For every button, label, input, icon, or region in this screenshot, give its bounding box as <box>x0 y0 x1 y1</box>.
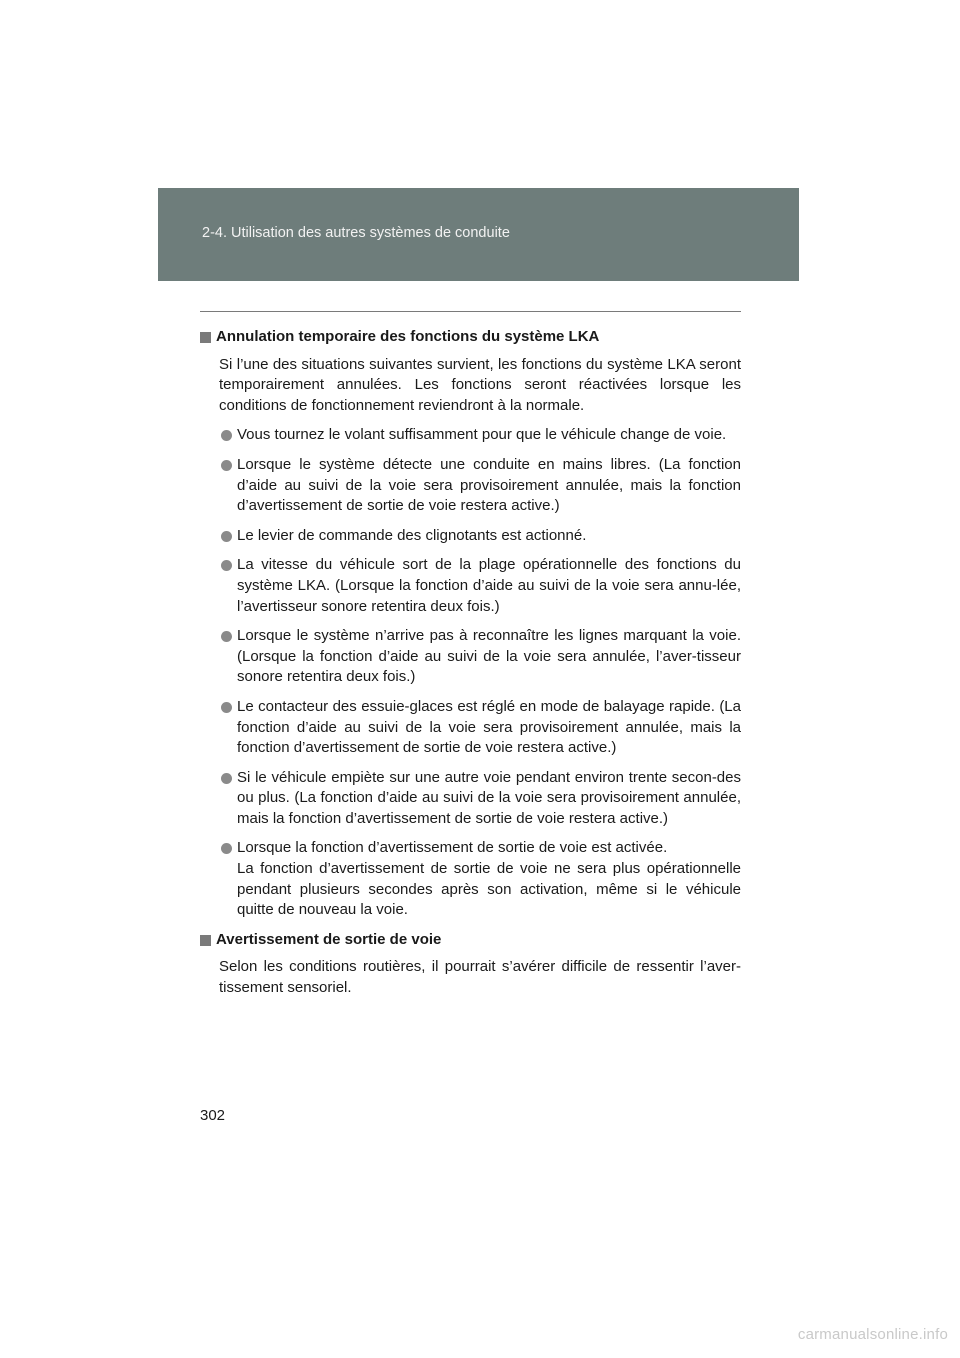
list-item-line: La fonction d’avertissement de sortie de voie ne sera plus opérationnelle pendant plusieurs secondes après son activation, même si le véhicule quitte de nouveau la voie. <box>237 860 741 919</box>
list-item <box>219 526 741 547</box>
page-number: 302 <box>200 1107 226 1124</box>
header-band <box>158 188 799 281</box>
list-item <box>219 838 741 920</box>
page-content <box>200 327 741 1008</box>
list-item <box>219 768 741 830</box>
circle-bullet-icon <box>221 702 232 713</box>
circle-bullet-icon <box>221 430 232 441</box>
circle-bullet-icon <box>221 531 232 542</box>
watermark: carmanualsonline.info <box>797 1326 948 1343</box>
square-bullet-icon <box>200 935 211 946</box>
divider-rule <box>200 311 741 312</box>
list-item <box>219 455 741 517</box>
list-item-text: Lorsque le système n’arrive pas à reconnaître les lignes marquant la voie. (Lorsque la fonction d’aide au suivi de la voie sera annulée, l’aver-tisseur sonore retentira deux fois.) <box>237 627 741 686</box>
list-item <box>219 425 741 446</box>
section-heading <box>200 930 741 951</box>
circle-bullet-icon <box>221 631 232 642</box>
circle-bullet-icon <box>221 773 232 784</box>
list-item-text: Le contacteur des essuie-glaces est réglé en mode de balayage rapide. (La fonction d’aide au suivi de la voie sera provisoirement annulée, mais la fonction d’avertissement de sortie de voie restera active.) <box>237 697 741 757</box>
section-heading-text: Annulation temporaire des fonctions du système LKA <box>216 328 600 345</box>
section-heading <box>200 327 741 348</box>
section-intro: Si l’une des situations suivantes survient, les fonctions du système LKA seront temporairement annulées. Les fonctions seront réactivées lorsque les conditions de fonctionnement reviendront à la normale. <box>219 355 741 414</box>
list-item-text <box>237 838 741 920</box>
list-item-text: Lorsque le système détecte une conduite en mains libres. (La fonction d’aide au suivi de la voie sera provisoirement annulée, mais la fonction d’avertissement de sortie de voie restera active.) <box>237 455 741 515</box>
list-item-line: Lorsque la fonction d’avertissement de sortie de voie est activée. <box>237 839 668 857</box>
circle-bullet-icon <box>221 843 232 854</box>
list-item <box>219 697 741 759</box>
list-item-text: La vitesse du véhicule sort de la plage opérationnelle des fonctions du système LKA. (Lorsque la fonction d’aide au suivi de la voie sera annu-lée, l’avertisseur sonore retentira deux fois.) <box>237 556 741 615</box>
list-item-text: Si le véhicule empiète sur une autre voie pendant environ trente secon-des ou plus. (La fonction d’aide au suivi de la voie sera provisoirement annulée, mais la fonction d’avertissement de sortie de voie restera active.) <box>237 768 741 827</box>
circle-bullet-icon <box>221 560 232 571</box>
list-item-text: Le levier de commande des clignotants est actionné. <box>237 526 587 544</box>
list-item-text: Vous tournez le volant suffisamment pour que le véhicule change de voie. <box>237 426 727 444</box>
list-item <box>219 555 741 617</box>
section-title: 2-4. Utilisation des autres systèmes de conduite <box>202 225 510 241</box>
list-item <box>219 626 741 688</box>
section-intro: Selon les conditions routières, il pourrait s’avérer difficile de ressentir l’aver-tissement sensoriel. <box>219 958 741 997</box>
circle-bullet-icon <box>221 460 232 471</box>
square-bullet-icon <box>200 332 211 343</box>
section-heading-text: Avertissement de sortie de voie <box>216 930 442 948</box>
